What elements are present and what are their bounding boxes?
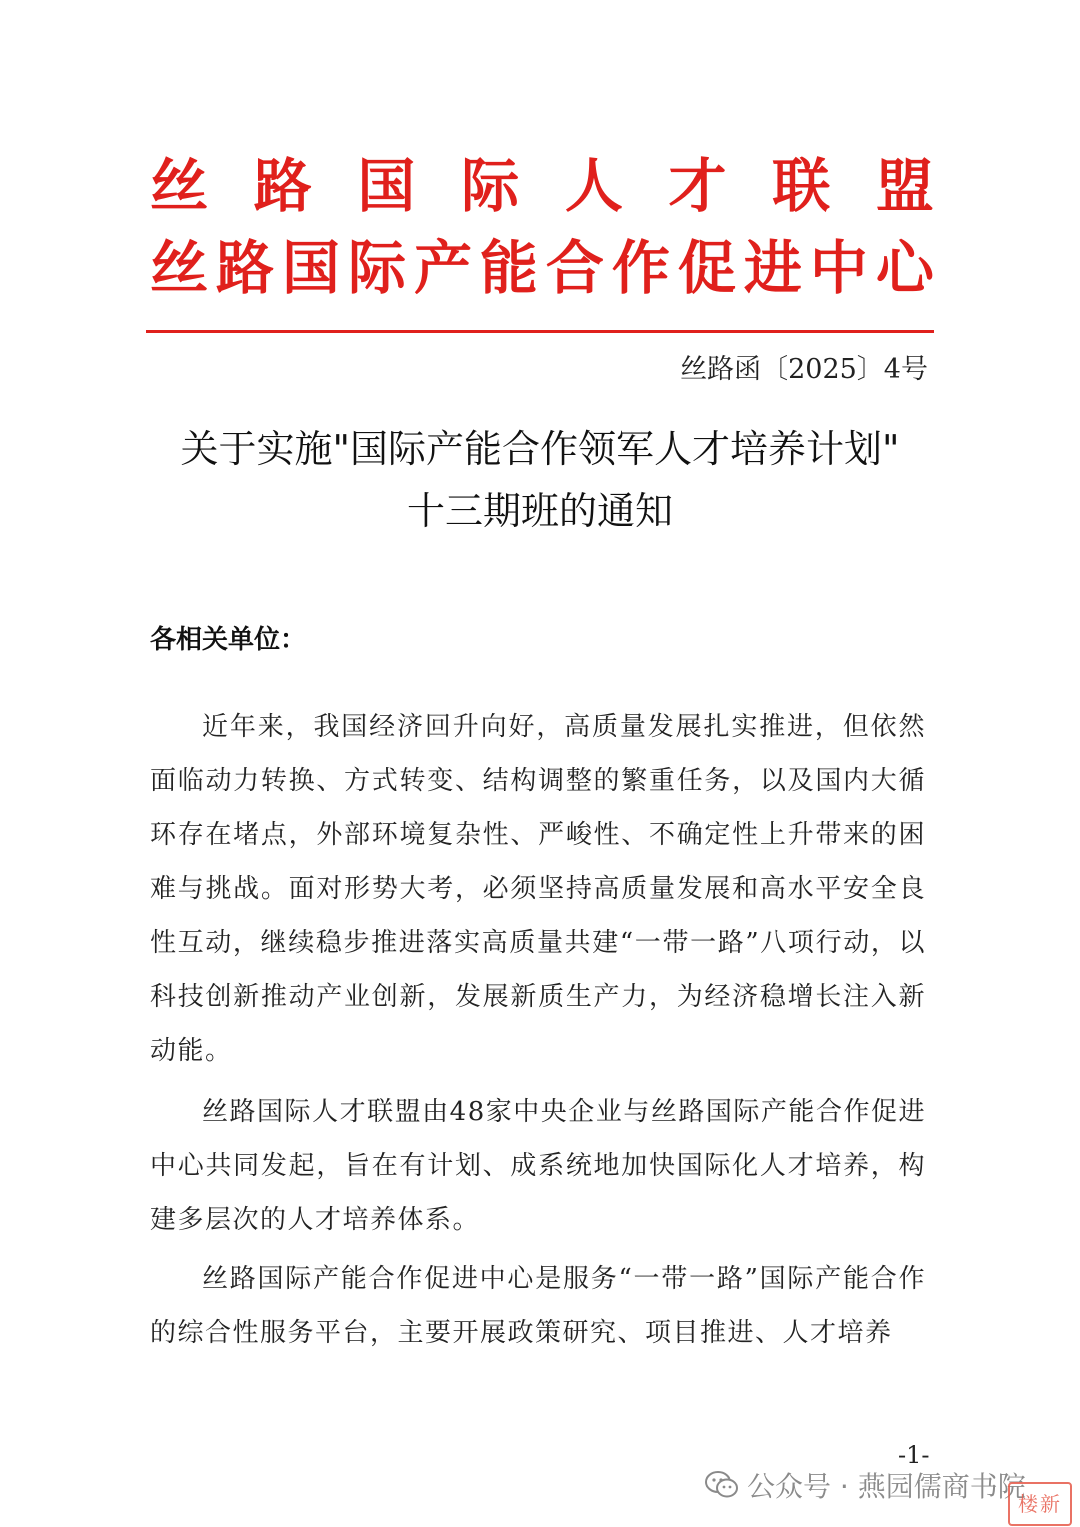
letterhead-line2-char-7: 合 [545,234,604,302]
letterhead-line-2 [150,232,934,304]
letterhead-line-1 [150,150,934,222]
document-number: 丝路函〔2025〕4号 [680,354,928,385]
letterhead-line2-char-9: 促 [677,234,736,302]
page-number: -1- [898,1441,930,1469]
letterhead-line2-char-3: 国 [281,234,340,302]
letterhead-line1-char-1: 丝 [150,152,209,220]
letterhead-line1-char-2: 路 [253,152,312,220]
watermark-text: 公众号 · 燕园儒商书院 [747,1470,1026,1503]
letterhead-line1-char-6: 才 [668,152,727,220]
letterhead-line2-char-11: 中 [809,234,868,302]
letterhead-line2-char-5: 产 [413,234,472,302]
letterhead-line2-char-12: 心 [875,234,934,302]
letterhead-line2-char-1: 丝 [150,234,209,302]
red-divider-line [146,330,934,333]
body-paragraph-2: 丝路国际人才联盟由48家中央企业与丝路国际产能合作促进中心共同发起，旨在有计划、成系统地加快国际化人才培养，构建多层次的人才培养体系。 [150,1097,926,1235]
letterhead-line1-char-8: 盟 [875,152,934,220]
wechat-icon [705,1471,739,1499]
body-paragraph-3: 丝路国际产能合作促进中心是服务“一带一路”国际产能合作的综合性服务平台，主要开展政策研究、项目推进、人才培养 [150,1264,926,1348]
letterhead-line1-char-3: 国 [357,152,416,220]
letterhead-line1-char-7: 联 [772,152,831,220]
letterhead-line2-char-8: 作 [611,234,670,302]
corner-stamp: 楼新 [1008,1482,1072,1526]
notice-title-line-2: 十三期班的通知 [406,489,673,533]
letterhead-line2-char-2: 路 [215,234,274,302]
body-paragraph-1: 近年来，我国经济回升向好，高质量发展扎实推进，但依然面临动力转换、方式转变、结构调整的繁重任务，以及国内大循环存在堵点，外部环境复杂性、严峻性、不确定性上升带来的困难与挑战。面对形势大考，必须坚持高质量发展和高水平安全良性互动，继续稳步推进落实高质量共建“一带一路”八项行动，以科技创新推动产业创新，发展新质生产力，为经济稳增长注入新动能。 [150,712,926,1066]
letterhead-line1-char-4: 际 [461,152,520,220]
wechat-watermark [705,1465,1026,1505]
letterhead-line2-char-10: 进 [743,234,802,302]
letterhead-line2-char-4: 际 [347,234,406,302]
letterhead-line1-char-5: 人 [564,152,623,220]
letterhead-line2-char-6: 能 [479,234,538,302]
salutation: 各相关单位： [150,625,307,655]
notice-title-line-1: 关于实施"国际产能合作领军人才培养计划" [180,427,900,471]
